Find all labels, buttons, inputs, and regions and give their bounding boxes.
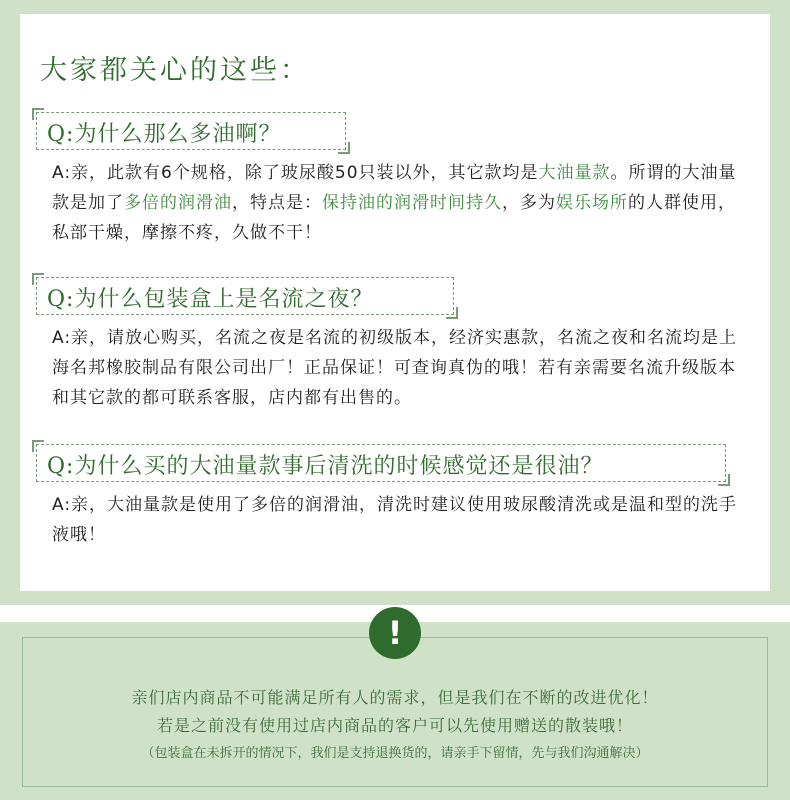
answer-text: A:亲，请放心购买，名流之夜是名流的初级版本，经济实惠款，名流之夜和名流均是上海名邦橡胶制品有限公司出厂！正品保证！可查询真伪的哦！若有亲需要名流升级版本和其它款的都可联系客服，店内都有出售的。 [52,328,738,408]
exclamation-icon: ! [369,607,421,659]
notice-line-1: 亲们店内商品不可能满足所有人的需求，但是我们在不断的改进优化！ [131,688,659,707]
question-2: Q:为什么包装盒上是名流之夜？ [47,287,374,312]
answer-text: 。所谓的大油量款是加了 [52,163,737,213]
question-1: Q:为什么那么多油啊？ [47,122,282,147]
answer-highlight: 娱乐场所 [556,193,628,213]
notice-line-3: （包装盒在未拆开的情况下，我们是支持退换货的，请亲手下留情，先与我们沟通解决） [141,746,649,761]
answer-text: A:亲，此款有6个规格，除了玻尿酸50只装以外，其它款均是 [52,163,539,183]
answer-3 [52,490,752,550]
answer-highlight: 大油量款 [538,163,611,183]
question-box-3 [36,444,726,482]
question-box-2 [36,277,454,315]
faq-card [20,14,770,591]
answer-2 [52,323,752,413]
faq-heading: 大家都关心的这些： [40,55,310,86]
answer-text: A:亲，大油量款是使用了多倍的润滑油，清洗时建议使用玻尿酸清洗或是温和型的洗手液哦！ [52,495,738,545]
answer-highlight: 保持油的润滑时间持久 [322,193,502,213]
notice-box [22,637,768,787]
question-box-1 [36,112,346,150]
answer-1 [52,158,752,248]
answer-text: ，多为 [502,193,556,213]
question-3: Q:为什么买的大油量款事后清洗的时候感觉还是很油？ [47,454,604,479]
answer-text: 的人群使用，私部干燥，摩擦不疼，久做不干！ [52,193,736,243]
answer-text: ，特点是： [232,193,322,213]
notice-line-2: 若是之前没有使用过店内商品的客户可以先使用赠送的散装哦！ [156,716,633,735]
answer-highlight: 多倍的润滑油 [124,193,232,213]
